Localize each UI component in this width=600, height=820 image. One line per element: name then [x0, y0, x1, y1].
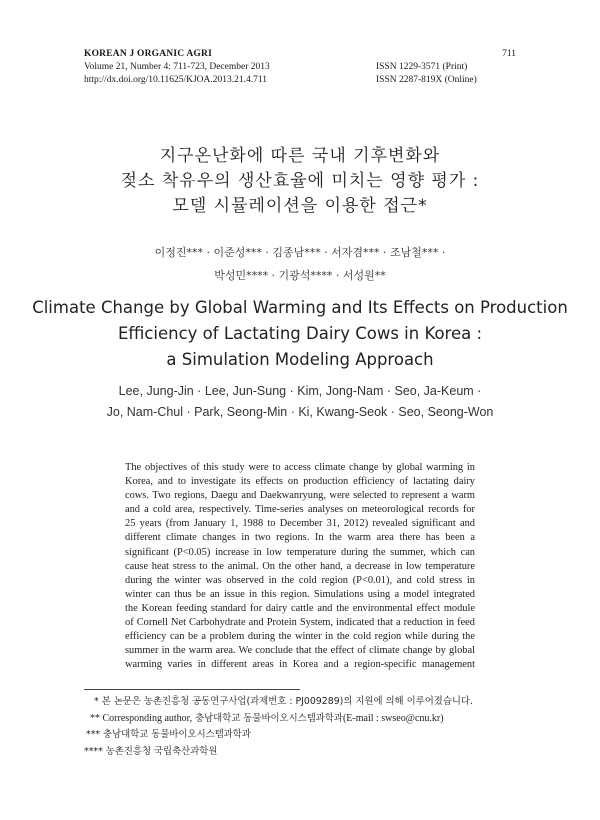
- korean-authors: [0, 241, 600, 287]
- english-title-line-1: Climate Change by Global Warming and Its Effects on Production: [32, 298, 568, 317]
- abstract-line: cows. Two regions, Daegu and Daekwanryung, were selected to represent a warm: [125, 490, 475, 502]
- footnotes: [84, 694, 524, 760]
- header-left: [84, 48, 384, 87]
- issn-print: ISSN 1229-3571 (Print): [376, 62, 468, 72]
- abstract-line: during the winter was observed in the cold region (P<0.01), and cold stress in: [125, 574, 475, 586]
- abstract: [125, 461, 475, 672]
- journal-name: KOREAN J ORGANIC AGRI: [84, 49, 212, 59]
- footnote-email[interactable]: (E-mail : swseo@cnu.kr): [342, 712, 444, 724]
- footnote-affiliation-rda: **** 농촌진흥청 국립축산과학원: [84, 745, 218, 757]
- abstract-line: The objectives of this study were to access climate change by global warming in: [125, 462, 475, 473]
- korean-title-line-2: 젖소 착유우의 생산효율에 미치는 영향 평가 :: [120, 171, 480, 191]
- abstract-line: of Cornell Net Carbohydrate and Protein System, indicated that a reduction in feed: [125, 617, 475, 629]
- issn-online: ISSN 2287-819X (Online): [376, 75, 477, 85]
- korean-title-line-1: 지구온난화에 따른 국내 기후변화와: [159, 146, 441, 166]
- korean-authors-line-1: 이정진*** · 이준성*** · 김종남*** · 서자겸*** · 조남철*** ·: [154, 246, 446, 259]
- header-right: [376, 48, 516, 87]
- volume-line: Volume 21, Number 4: 711-723, December 2013: [84, 62, 270, 72]
- english-title-line-3: a Simulation Modeling Approach: [166, 350, 434, 369]
- english-authors-line-1: Lee, Jung-Jin · Lee, Jun-Sung · Kim, Jong-Nam · Seo, Ja-Keum ·: [118, 384, 482, 398]
- english-title-line-2: Efficiency of Lactating Dairy Cows in Korea :: [117, 324, 483, 343]
- abstract-line: cause heat stress to the animal. On the other hand, a decrease in low temperature: [125, 560, 475, 572]
- english-authors: [0, 381, 600, 423]
- abstract-line: the Korean feeding standard for dairy cattle and the environmental effect module: [125, 602, 475, 614]
- english-title: [0, 295, 600, 373]
- abstract-line: winter can thus be an issue in this region. Simulations using a model integrated: [125, 588, 475, 600]
- abstract-line: 25 years (from January 1, 1988 to December 31, 2012) revealed significant and: [125, 518, 475, 530]
- abstract-line: summer in the warm area. We conclude that the effect of climate change by global: [125, 645, 475, 657]
- footnote-corresponding: [84, 711, 524, 728]
- abstract-line: and a cold area, respectively. Time-series analyses on meteorological records for: [125, 504, 475, 516]
- abstract-line: warming varies in different areas in Korea and a region-specific management: [125, 659, 475, 671]
- doi-link[interactable]: http://dx.doi.org/10.11625/KJOA.2013.21.4.711: [84, 75, 268, 85]
- abstract-line: different climate changes in two regions. In the warm area there has been a: [125, 532, 475, 544]
- abstract-line: Korea, and to investigate its effects on production efficiency of lactating dairy: [125, 476, 475, 488]
- abstract-line: efficiency can be a problem during the winter in the cold region while during the: [125, 631, 475, 643]
- footnote-divider: [84, 689, 300, 690]
- footnote-corresponding-label: ** Corresponding author,: [90, 712, 193, 724]
- footnote-corresponding-affiliation: 충남대학교 동물바이오시스템과학과: [192, 712, 343, 724]
- page-number: 711: [502, 49, 516, 59]
- korean-title: [0, 144, 600, 219]
- english-authors-line-2: Jo, Nam-Chul · Park, Seong-Min · Ki, Kwang-Seok · Seo, Seong-Won: [106, 405, 494, 419]
- footnote-funding: * 본 논문은 농촌진흥청 공동연구사업(과제번호 : PJ009289)의 지원에 의해 이루어졌습니다.: [94, 696, 473, 707]
- korean-title-line-3: 모델 시뮬레이션을 이용한 접근*: [172, 196, 428, 216]
- abstract-line: significant (P<0.05) increase in low temperature during the summer, which can: [125, 546, 475, 558]
- footnote-affiliation-cnu: *** 충남대학교 동물바이오시스템과학과: [86, 729, 251, 740]
- korean-authors-line-2: 박성민**** · 기광석**** · 서성원**: [214, 269, 386, 282]
